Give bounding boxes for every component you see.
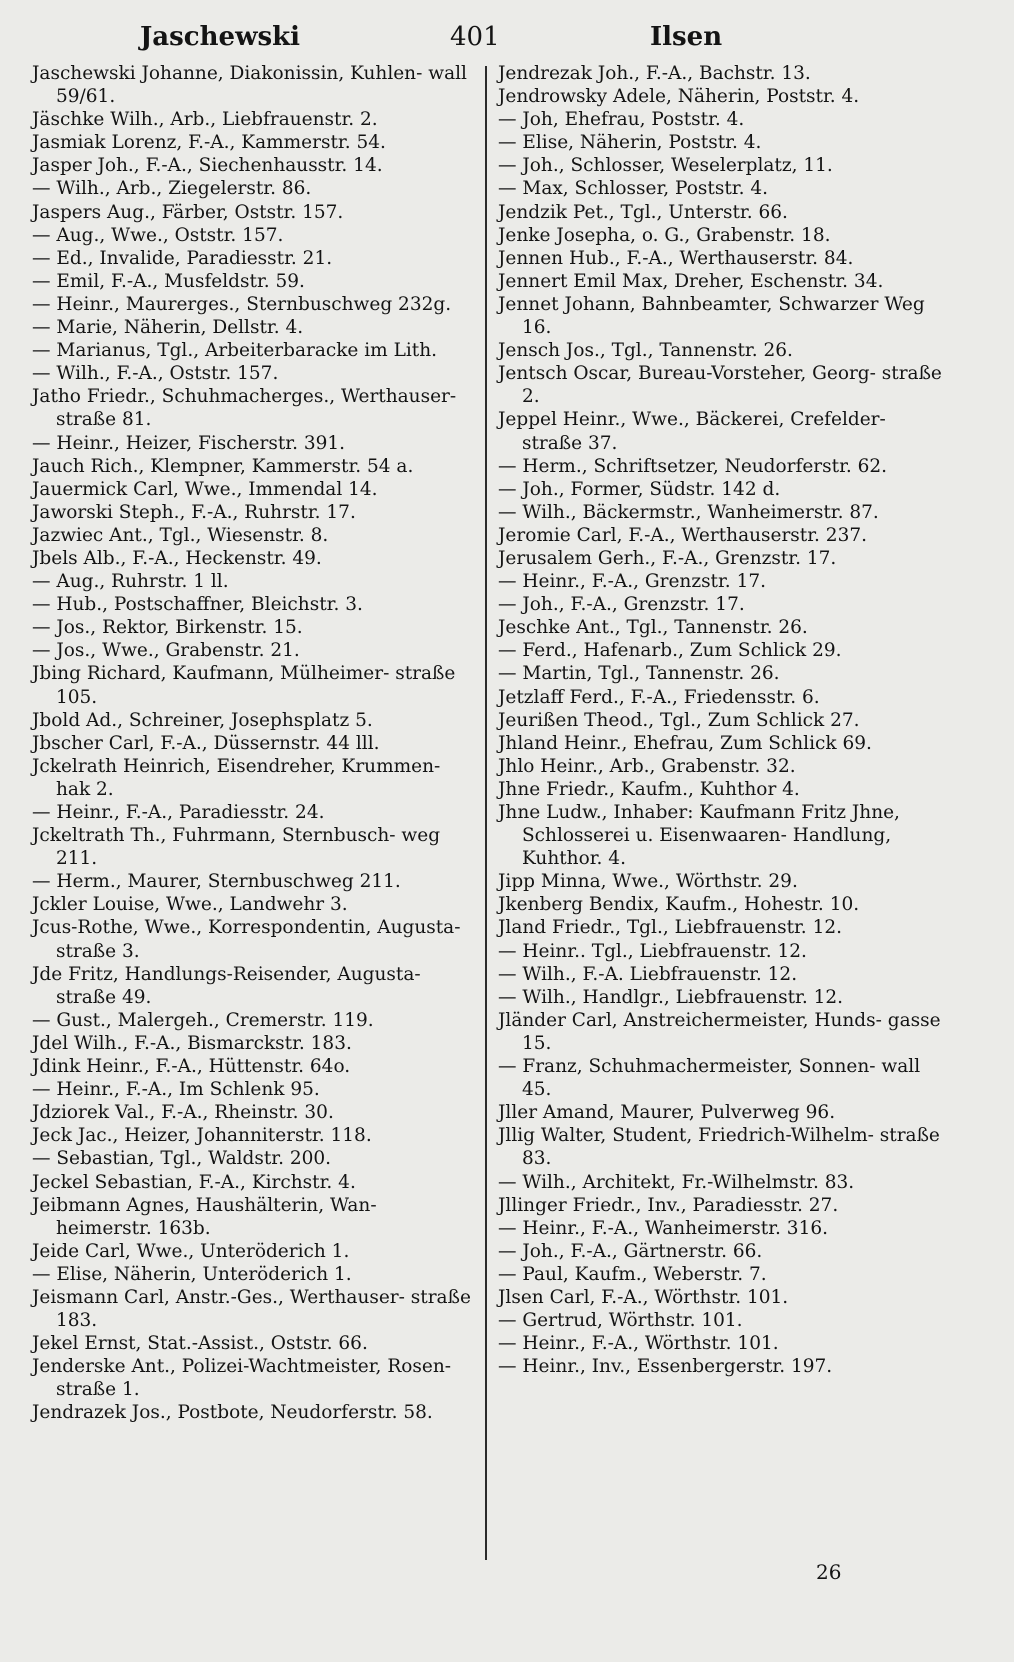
directory-entry: Jhlo Heinr., Arb., Grabenstr. 32.: [498, 755, 796, 777]
directory-entry: — Aug., Ruhrstr. 1 ll.: [32, 571, 229, 593]
left-column: [32, 62, 477, 1425]
directory-entry: Jhland Heinr., Ehefrau, Zum Schlick 69.: [498, 732, 872, 754]
directory-entry: — Joh., Schlosser, Weselerplatz, 11.: [498, 155, 833, 177]
directory-entry: — Heinr., Maurerges., Sternbuschweg 232g.: [32, 293, 452, 315]
directory-entry: — Emil, F.-A., Musfeldstr. 59.: [32, 270, 305, 292]
directory-entry: — Joh., F.-A., Grenzstr. 17.: [498, 594, 745, 616]
directory-entry: Jdel Wilh., F.-A., Bismarckstr. 183.: [32, 1032, 352, 1054]
directory-entry: Jllinger Friedr., Inv., Paradiesstr. 27.: [498, 1194, 839, 1216]
directory-entry: — Wilh., Architekt, Fr.-Wilhelmstr. 83.: [498, 1171, 855, 1193]
directory-entry: — Sebastian, Tgl., Waldstr. 200.: [32, 1148, 332, 1170]
directory-entry: — Heinr., F.-A., Wanheimerstr. 316.: [498, 1217, 828, 1239]
directory-entry: Jasmiak Lorenz, F.-A., Kammerstr. 54.: [32, 132, 386, 154]
column-divider: [485, 66, 487, 1560]
directory-entry: Jenderske Ant., Polizei-Wachtmeister, Rosen- straße 1.: [32, 1356, 451, 1401]
directory-entry: — Martin, Tgl., Tannenstr. 26.: [498, 663, 780, 685]
directory-entry: — Herm., Schriftsetzer, Neudorferstr. 62.: [498, 455, 888, 477]
directory-entry: Jcus-Rothe, Wwe., Korrespondentin, Augusta- straße 3.: [32, 917, 461, 962]
directory-entry: Jeromie Carl, F.-A., Werthauserstr. 237.: [498, 524, 867, 546]
directory-entry: — Heinr.. Tgl., Liebfrauenstr. 12.: [498, 940, 807, 962]
directory-entry: — Herm., Maurer, Sternbuschweg 211.: [32, 871, 401, 893]
directory-entry: Jckelrath Heinrich, Eisendreher, Krummen- hak 2.: [32, 755, 441, 800]
directory-entry: — Heinr., F.-A., Paradiesstr. 24.: [32, 802, 325, 823]
directory-entry: — Aug., Wwe., Oststr. 157.: [32, 224, 284, 246]
directory-entry: Jekel Ernst, Stat.-Assist., Oststr. 66.: [32, 1333, 368, 1355]
directory-entry: Jdziorek Val., F.-A., Rheinstr. 30.: [32, 1102, 334, 1124]
directory-entry: Jkenberg Bendix, Kaufm., Hohestr. 10.: [498, 894, 860, 916]
directory-entry: Jetzlaff Ferd., F.-A., Friedensstr. 6.: [498, 686, 820, 708]
directory-entry: Jeppel Heinr., Wwe., Bäckerei, Crefelder- straße 37.: [498, 409, 886, 454]
directory-entry: Jhne Ludw., Inhaber: Kaufmann Fritz Jhne, Schlosserei u. Eisenwaaren- Handlung, Kuhthor. 4.: [498, 802, 900, 870]
directory-entry: — Gertrud, Wörthstr. 101.: [498, 1310, 743, 1332]
directory-entry: Jaworski Steph., F.-A., Ruhrstr. 17.: [32, 501, 356, 523]
directory-entry: Jennet Johann, Bahnbeamter, Schwarzer Weg 16.: [498, 293, 925, 339]
directory-entry: Jland Friedr., Tgl., Liebfrauenstr. 12.: [498, 917, 842, 939]
right-column: [498, 62, 943, 1378]
directory-entry: Jeschke Ant., Tgl., Tannenstr. 26.: [498, 617, 808, 639]
directory-entry: — Jos., Rektor, Birkenstr. 15.: [32, 617, 303, 639]
directory-entry: Jckler Louise, Wwe., Landwehr 3.: [32, 894, 348, 916]
directory-entry: — Marie, Näherin, Dellstr. 4.: [32, 317, 304, 339]
directory-entry: — Marianus, Tgl., Arbeiterbaracke im Lith.: [32, 340, 438, 362]
directory-entry: — Joh., Former, Südstr. 142 d.: [498, 478, 781, 500]
header-right-keyword: Ilsen: [650, 22, 723, 52]
directory-entry: Jennen Hub., F.-A., Werthauserstr. 84.: [498, 247, 854, 269]
directory-entry: — Wilh., F.-A., Oststr. 157.: [32, 363, 279, 385]
directory-entry: — Elise, Näherin, Unteröderich 1.: [32, 1263, 352, 1285]
directory-entry: Jendrowsky Adele, Näherin, Poststr. 4.: [498, 86, 860, 108]
directory-entry: Jllig Walter, Student, Friedrich-Wilhelm- straße 83.: [498, 1125, 940, 1170]
directory-entry: Jckeltrath Th., Fuhrmann, Sternbusch- weg 211.: [32, 825, 441, 870]
directory-entry: — Heinr., Heizer, Fischerstr. 391.: [32, 432, 346, 454]
directory-entry: Jller Amand, Maurer, Pulverweg 96.: [498, 1102, 836, 1124]
directory-entry: Jeurißen Theod., Tgl., Zum Schlick 27.: [498, 709, 860, 731]
directory-entry: — Heinr., F.-A., Wörthstr. 101.: [498, 1333, 779, 1355]
directory-entry: Jasper Joh., F.-A., Siechenhausstr. 14.: [32, 155, 383, 177]
directory-entry: — Wilh., Bäckermstr., Wanheimerstr. 87.: [498, 501, 879, 523]
directory-entry: Jäschke Wilh., Arb., Liebfrauenstr. 2.: [32, 109, 378, 131]
directory-entry: Jauch Rich., Klempner, Kammerstr. 54 a.: [32, 455, 414, 477]
directory-entry: Jauermick Carl, Wwe., Immendal 14.: [32, 478, 378, 500]
directory-entry: — Max, Schlosser, Poststr. 4.: [498, 178, 768, 200]
directory-entry: Jazwiec Ant., Tgl., Wiesenstr. 8.: [32, 524, 329, 546]
directory-entry: — Heinr., Inv., Essenbergerstr. 197.: [498, 1356, 833, 1378]
directory-entry: Jdink Heinr., F.-A., Hüttenstr. 64o.: [32, 1056, 351, 1078]
directory-entry: — Paul, Kaufm., Weberstr. 7.: [498, 1263, 767, 1285]
directory-entry: Jerusalem Gerh., F.-A., Grenzstr. 17.: [498, 547, 837, 569]
directory-entry: Jhne Friedr., Kaufm., Kuhthor 4.: [498, 778, 800, 800]
directory-entry: — Gust., Malergeh., Cremerstr. 119.: [32, 1009, 374, 1031]
directory-entry: Jendrazek Jos., Postbote, Neudorferstr. 58.: [32, 1402, 433, 1424]
directory-entry: — Jos., Wwe., Grabenstr. 21.: [32, 640, 300, 662]
directory-entry: — Heinr., F.-A., Im Schlenk 95.: [32, 1079, 320, 1101]
directory-entry: Jbing Richard, Kaufmann, Mülheimer- straße 105.: [32, 663, 456, 708]
directory-entry: Jendrezak Joh., F.-A., Bachstr. 13.: [498, 63, 811, 84]
directory-entry: Jentsch Oscar, Bureau-Vorsteher, Georg- straße 2.: [498, 363, 942, 408]
directory-entry: — Ferd., Hafenarb., Zum Schlick 29.: [498, 640, 842, 662]
header-left-keyword: Jaschewski: [140, 22, 300, 52]
directory-entry: Jennert Emil Max, Dreher, Eschenstr. 34.: [498, 270, 884, 292]
directory-entry: — Wilh., Arb., Ziegelerstr. 86.: [32, 178, 312, 200]
directory-entry: Jendzik Pet., Tgl., Unterstr. 66.: [498, 201, 788, 223]
directory-entry: — Elise, Näherin, Poststr. 4.: [498, 132, 762, 154]
directory-entry: Jeide Carl, Wwe., Unteröderich 1.: [32, 1240, 350, 1262]
directory-entry: — Hub., Postschaffner, Bleichstr. 3.: [32, 594, 363, 616]
directory-entry: — Heinr., F.-A., Grenzstr. 17.: [498, 571, 766, 593]
directory-entry: — Joh, Ehefrau, Poststr. 4.: [498, 109, 745, 131]
directory-entry: Jatho Friedr., Schuhmacherges., Werthauser- straße 81.: [32, 386, 457, 431]
signature-mark: 26: [816, 1560, 842, 1584]
directory-entry: Jbscher Carl, F.-A., Düssernstr. 44 lll.: [32, 732, 380, 754]
page-number: 401: [450, 22, 500, 52]
directory-entry: Jbels Alb., F.-A., Heckenstr. 49.: [32, 547, 322, 569]
page-header: [30, 14, 930, 62]
directory-entry: Jeismann Carl, Anstr.-Ges., Werthauser- straße 183.: [32, 1286, 471, 1332]
directory-entry: — Wilh., Handlgr., Liebfrauenstr. 12.: [498, 986, 844, 1008]
directory-entry: Jenke Josepha, o. G., Grabenstr. 18.: [498, 224, 831, 246]
directory-entry: Jbold Ad., Schreiner, Josephsplatz 5.: [32, 709, 373, 731]
directory-entry: — Ed., Invalide, Paradiesstr. 21.: [32, 247, 333, 269]
directory-entry: — Wilh., F.-A. Liebfrauenstr. 12.: [498, 963, 798, 985]
directory-entry: Jensch Jos., Tgl., Tannenstr. 26.: [498, 340, 793, 362]
directory-entry: Jlsen Carl, F.-A., Wörthstr. 101.: [498, 1286, 789, 1308]
directory-entry: Jde Fritz, Handlungs-Reisender, Augusta- straße 49.: [32, 963, 421, 1008]
directory-entry: Jeibmann Agnes, Haushälterin, Wan- heimerstr. 163b.: [32, 1194, 377, 1239]
directory-entry: — Franz, Schuhmachermeister, Sonnen- wall 45.: [498, 1056, 921, 1101]
directory-entry: Jipp Minna, Wwe., Wörthstr. 29.: [498, 871, 798, 893]
directory-entry: Jaschewski Johanne, Diakonissin, Kuhlen- wall 59/61.: [32, 63, 467, 108]
directory-entry: Jeck Jac., Heizer, Johanniterstr. 118.: [32, 1125, 372, 1147]
directory-entry: Jaspers Aug., Färber, Oststr. 157.: [32, 201, 344, 223]
directory-entry: Jländer Carl, Anstreichermeister, Hunds- gasse 15.: [498, 1009, 941, 1054]
directory-entry: Jeckel Sebastian, F.-A., Kirchstr. 4.: [32, 1171, 356, 1193]
directory-entry: — Joh., F.-A., Gärtnerstr. 66.: [498, 1240, 763, 1262]
